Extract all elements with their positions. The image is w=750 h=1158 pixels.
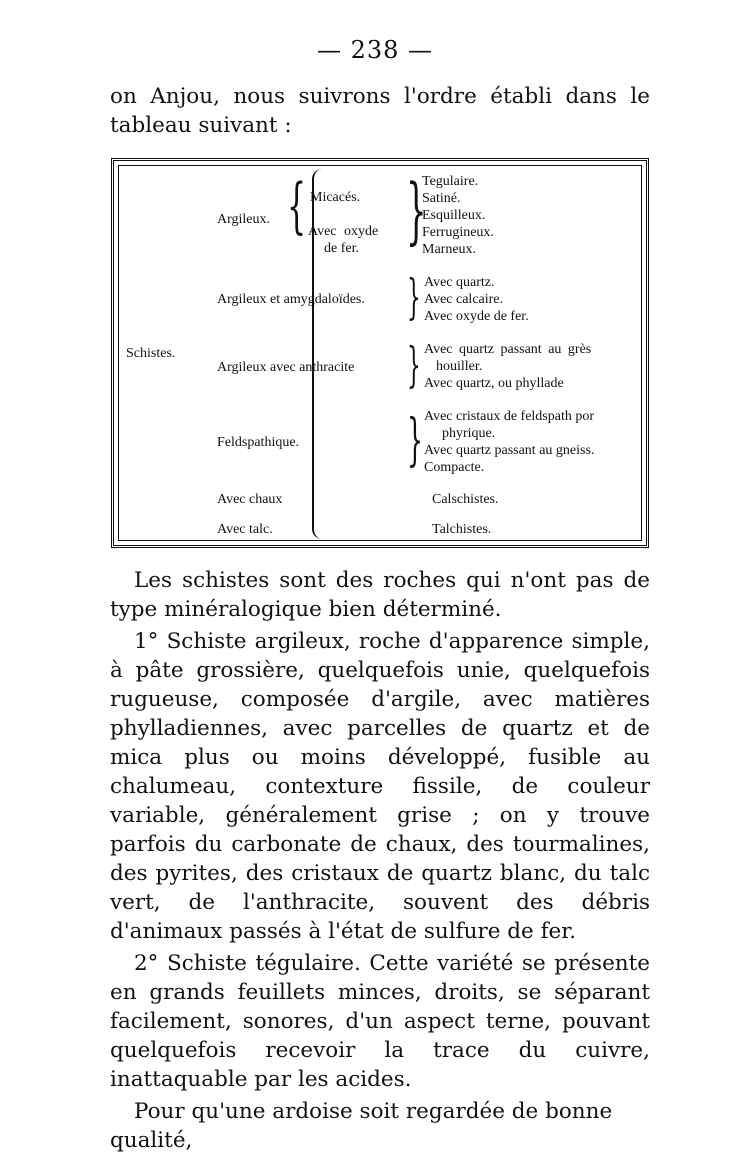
sub-avec-oxyde: Avec oxyde [308,224,379,239]
paragraph: 1° Schiste argileux, roche d'apparence simple, à pâte grossière, quelquefois unie, quelquefois rugueuse, composée d'argile, avec matières phylladiennes, avec parcelles de quartz et de mica plus ou moins développé, fusible au chalumeau, contexture fissile, de couleur variable, généralement grise ; on y trouve parfois du carbonate de chaux, des tourmalines, des pyrites, des cristaux de quartz blanc, du talc vert, de l'anthracite, souvent des débris d'animaux passés à l'état de sulfure de fer. [110,629,650,944]
intro-paragraph: on Anjou, nous suivrons l'ordre établi dans le tableau suivant : [110,84,650,138]
group-label-chaux: Avec chaux [217,492,283,507]
item-compacte: Compacte. [424,460,485,475]
item-brace-icon: } [407,337,421,393]
body-text [110,566,650,1158]
intro-text [110,82,650,140]
group-label-amygdaloides: Argileux et amygdaloïdes. [217,292,365,307]
item-quartz-phyllade: Avec quartz, ou phyllade [424,376,564,391]
classification-table [111,158,649,548]
group-label-talc: Avec talc. [217,522,273,537]
item-brace-icon: } [407,269,421,325]
item-quartz-gres: Avec quartz passant au grès [424,342,592,357]
group-label-anthracite: Argileux avec anthracite [217,360,355,375]
item-quartz-gneiss: Avec quartz passant au gneiss. [424,443,595,458]
item-cristaux-feldspath: Avec cristaux de feldspath por [424,409,595,424]
item-houiller: houiller. [436,359,483,374]
item-brace-icon: } [407,408,424,473]
item-avec-oxyde-de-fer: Avec oxyde de fer. [424,309,529,324]
item-brace-icon: } [406,168,427,252]
paragraph: Pour qu'une ardoise soit regardée de bonne qualité, [110,1099,613,1153]
group-label-feldspathique: Feldspathique. [217,435,300,450]
item-avec-calcaire: Avec calcaire. [424,292,504,307]
item-avec-quartz: Avec quartz. [424,275,495,290]
item-calschistes: Calschistes. [432,492,499,507]
item-satine: Satiné. [422,191,461,206]
table-root-label: Schistes. [126,346,176,361]
page-number: — 238 — [316,36,434,64]
group-label-argileux: Argileux. [217,212,271,227]
sub-micaces: Micacés. [310,190,361,205]
item-marneux: Marneux. [422,242,477,257]
item-ferrugineux: Ferrugineux. [422,225,494,240]
item-esquilleux: Esquilleux. [422,208,486,223]
item-phyrique: phyrique. [442,426,496,441]
sub-brace-icon: { [287,171,307,241]
item-tegulaire: Tegulaire. [422,174,479,189]
item-talchistes: Talchistes. [432,522,492,537]
sub-de-fer: de fer. [324,241,359,256]
paragraph: Les schistes sont des roches qui n'ont pas de type minéralogique bien déterminé. [110,568,650,622]
paragraph: 2° Schiste tégulaire. Cette variété se présente en grands feuillets minces, droits, se séparant facilement, sonores, d'un aspect terne, pouvant quelquefois recevoir la trace du cuivre, inattaquable par les acides. [110,951,650,1092]
